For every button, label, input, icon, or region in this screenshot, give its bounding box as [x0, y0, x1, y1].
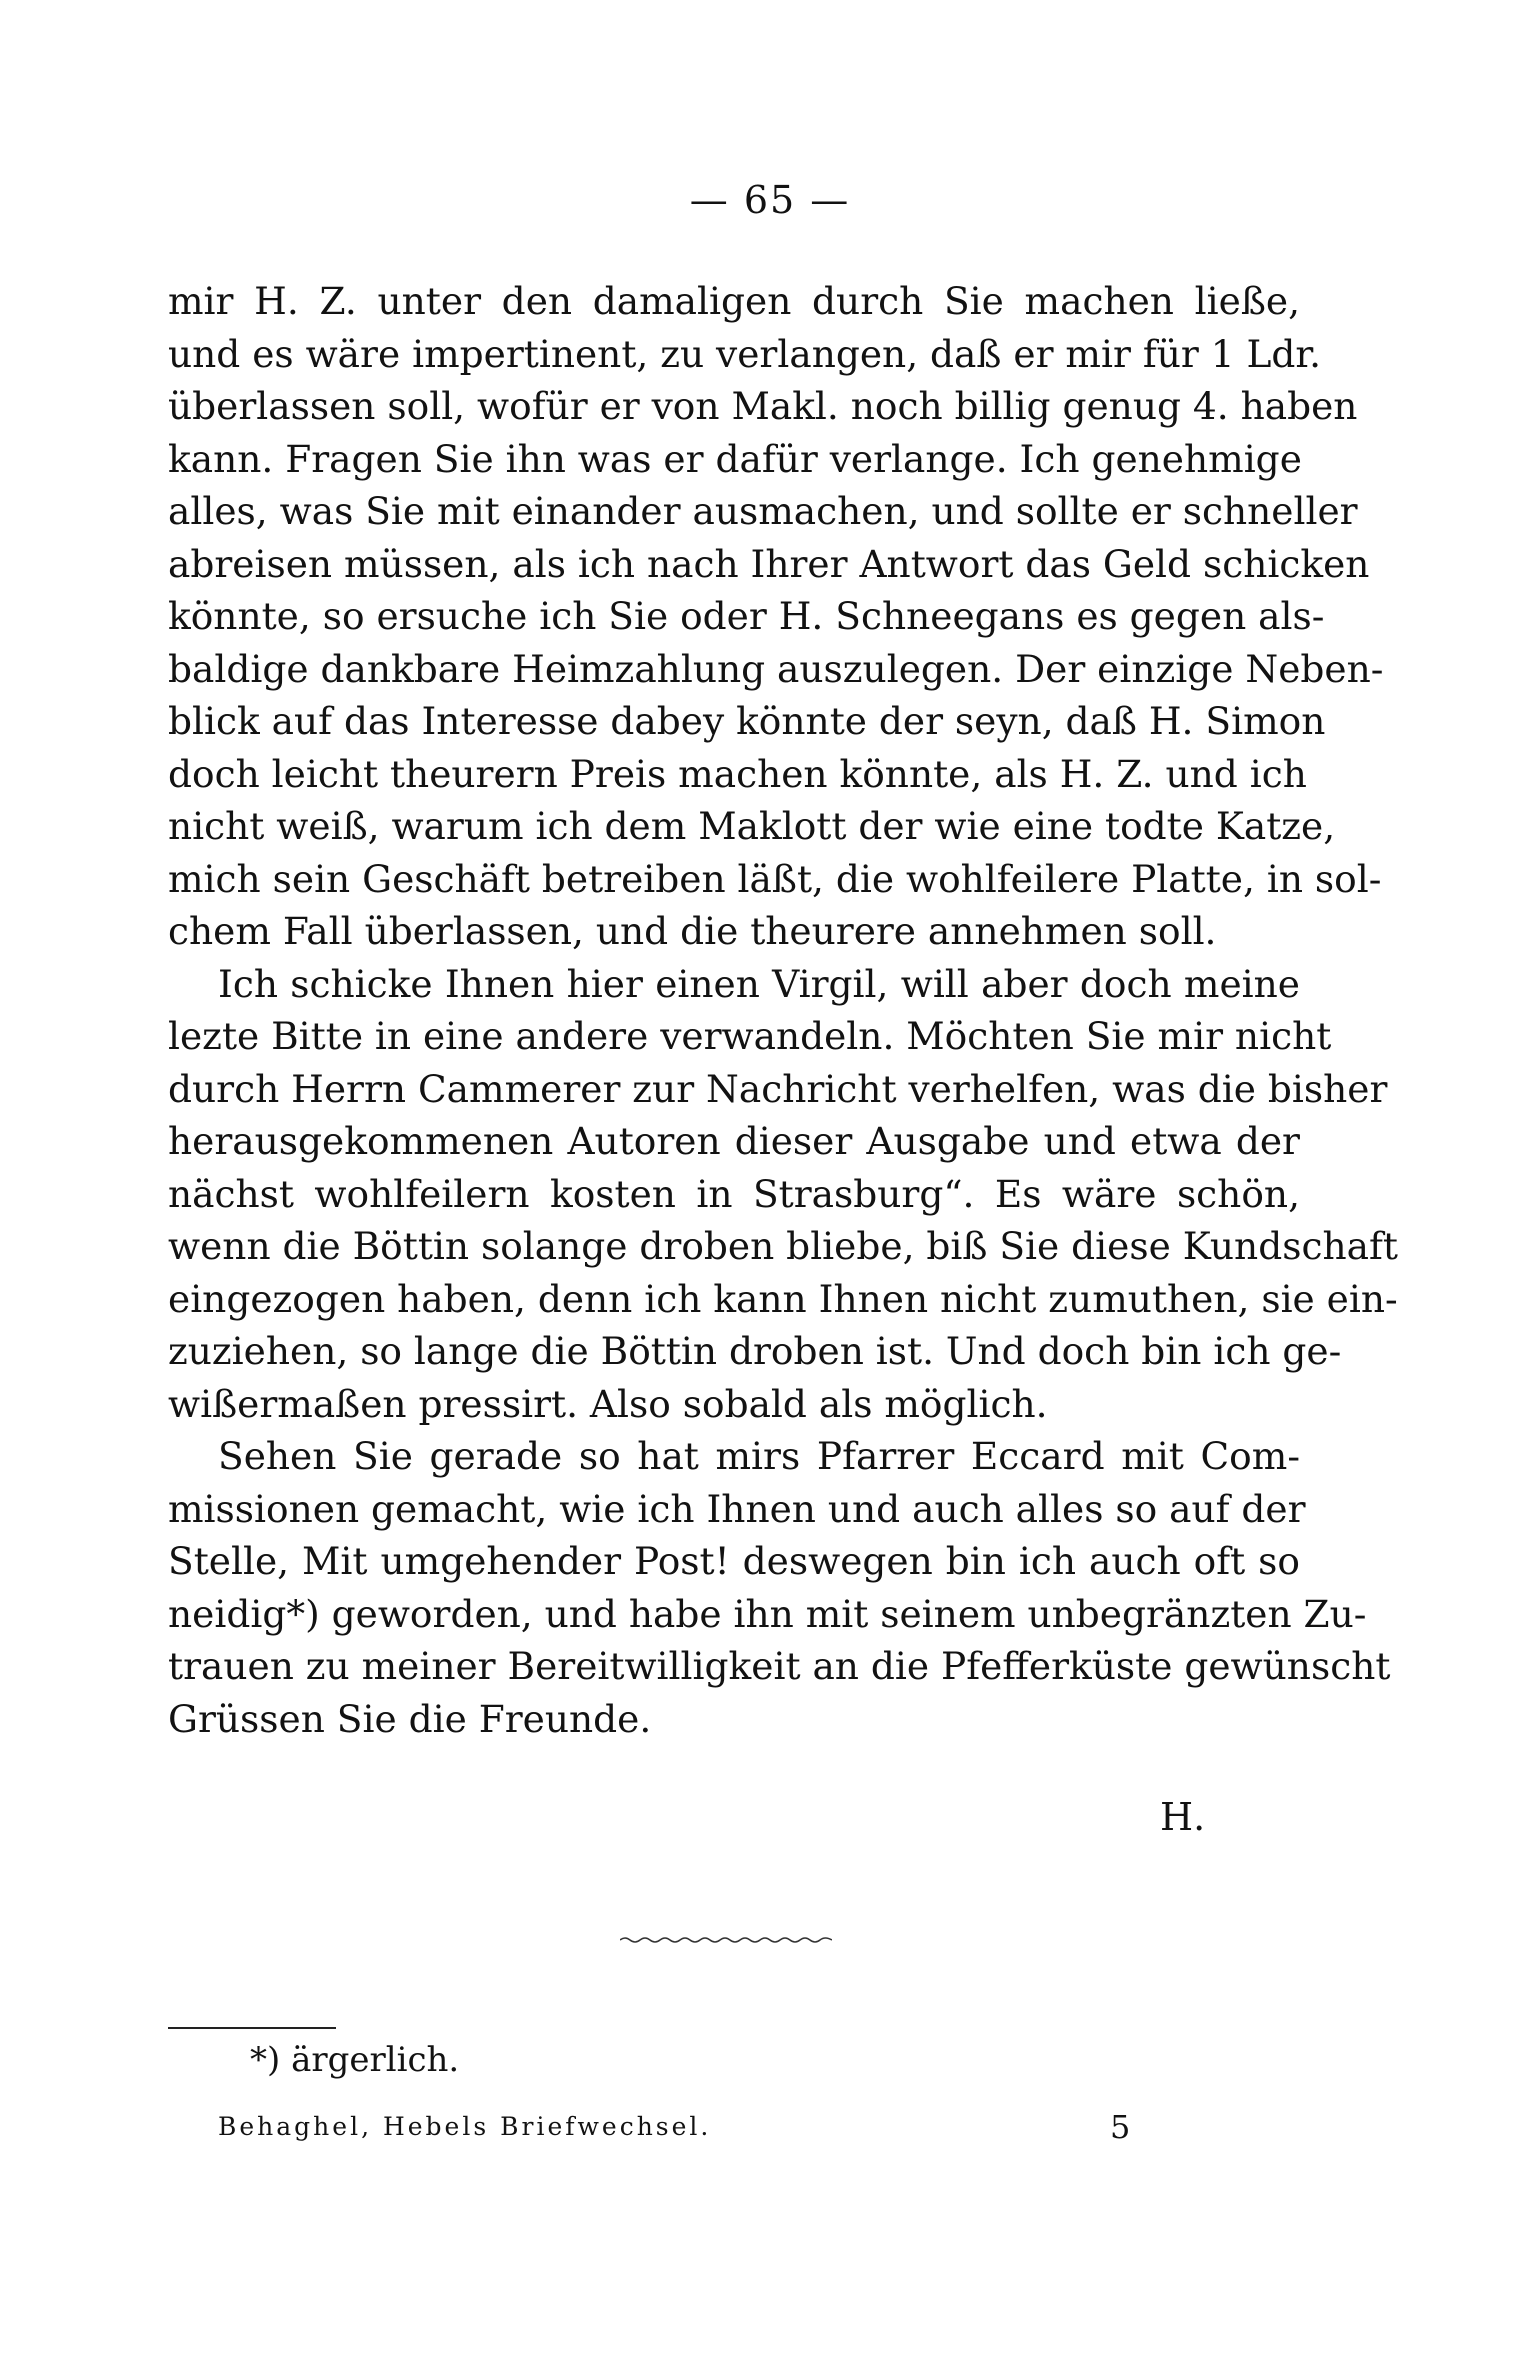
- text-line: doch leicht theurern Preis machen könnte, als H. Z. und ich: [168, 751, 1307, 796]
- page-number-header: — 65 —: [689, 178, 851, 222]
- text-line: Grüssen Sie die Freunde.: [168, 1696, 652, 1741]
- footer-sheet-number: 5: [1110, 2108, 1131, 2146]
- text-line: mir H. Z. unter den damaligen durch Sie machen ließe,: [168, 279, 1300, 323]
- text-line: Ich schicke Ihnen hier einen Virgil, will aber doch meine: [218, 961, 1300, 1006]
- text-line: nicht weiß, warum ich dem Maklott der wie eine todte Katze,: [168, 804, 1336, 848]
- text-line: nächst wohlfeilern kosten in Strasburg“. Es wäre schön,: [168, 1171, 1300, 1216]
- text-line: eingezogen haben, denn ich kann Ihnen nicht zumuthen, sie ein-: [168, 1276, 1398, 1321]
- signature: H.: [1160, 1795, 1206, 1839]
- ornamental-divider: [620, 1935, 832, 1945]
- text-line: mich sein Geschäft betreiben läßt, die wohlfeilere Platte, in sol-: [168, 856, 1382, 901]
- text-line: blick auf das Interesse dabey könnte der seyn, daß H. Simon: [168, 699, 1326, 743]
- text-line: könnte, so ersuche ich Sie oder H. Schneegans es gegen als-: [168, 594, 1325, 638]
- text-line: wenn die Böttin solange droben bliebe, biß Sie diese Kundschaft: [168, 1224, 1398, 1268]
- text-line: zuziehen, so lange die Böttin droben ist. Und doch bin ich ge-: [168, 1329, 1342, 1373]
- text-line: missionen gemacht, wie ich Ihnen und auch alles so auf der: [168, 1486, 1306, 1531]
- text-line: alles, was Sie mit einander ausmachen, und sollte er schneller: [168, 489, 1358, 533]
- text-line: herausgekommenen Autoren dieser Ausgabe und etwa der: [168, 1119, 1300, 1163]
- text-line: Stelle, Mit umgehender Post! deswegen bin ich auch oft so: [168, 1539, 1300, 1583]
- text-line: trauen zu meiner Bereitwilligkeit an die Pfefferküste gewünscht: [168, 1644, 1391, 1688]
- text-line: Sehen Sie gerade so hat mirs Pfarrer Eccard mit Com-: [218, 1434, 1300, 1478]
- text-line: lezte Bitte in eine andere verwandeln. Möchten Sie mir nicht: [168, 1014, 1332, 1058]
- text-line: durch Herrn Cammerer zur Nachricht verhelfen, was die bisher: [168, 1066, 1388, 1111]
- text-line: baldige dankbare Heimzahlung auszulegen. Der einzige Neben-: [168, 646, 1384, 691]
- text-line: abreisen müssen, als ich nach Ihrer Antwort das Geld schicken: [168, 541, 1370, 586]
- footer-signature-line: Behaghel, Hebels Briefwechsel.: [218, 2112, 712, 2141]
- text-line: überlassen soll, wofür er von Makl. noch billig genug 4. haben: [168, 384, 1358, 428]
- footnote: *) ärgerlich.: [250, 2040, 460, 2080]
- text-line: wißermaßen pressirt. Also sobald als möglich.: [168, 1381, 1048, 1426]
- letter-body: [168, 275, 1398, 1745]
- footnote-divider: [168, 2027, 336, 2029]
- text-line: chem Fall überlassen, und die theurere annehmen soll.: [168, 909, 1217, 953]
- text-line: kann. Fragen Sie ihn was er dafür verlange. Ich genehmige: [168, 436, 1302, 481]
- text-line: und es wäre impertinent, zu verlangen, daß er mir für 1 Ldr.: [168, 331, 1322, 376]
- text-line: neidig*) geworden, und habe ihn mit seinem unbegränzten Zu-: [168, 1591, 1367, 1636]
